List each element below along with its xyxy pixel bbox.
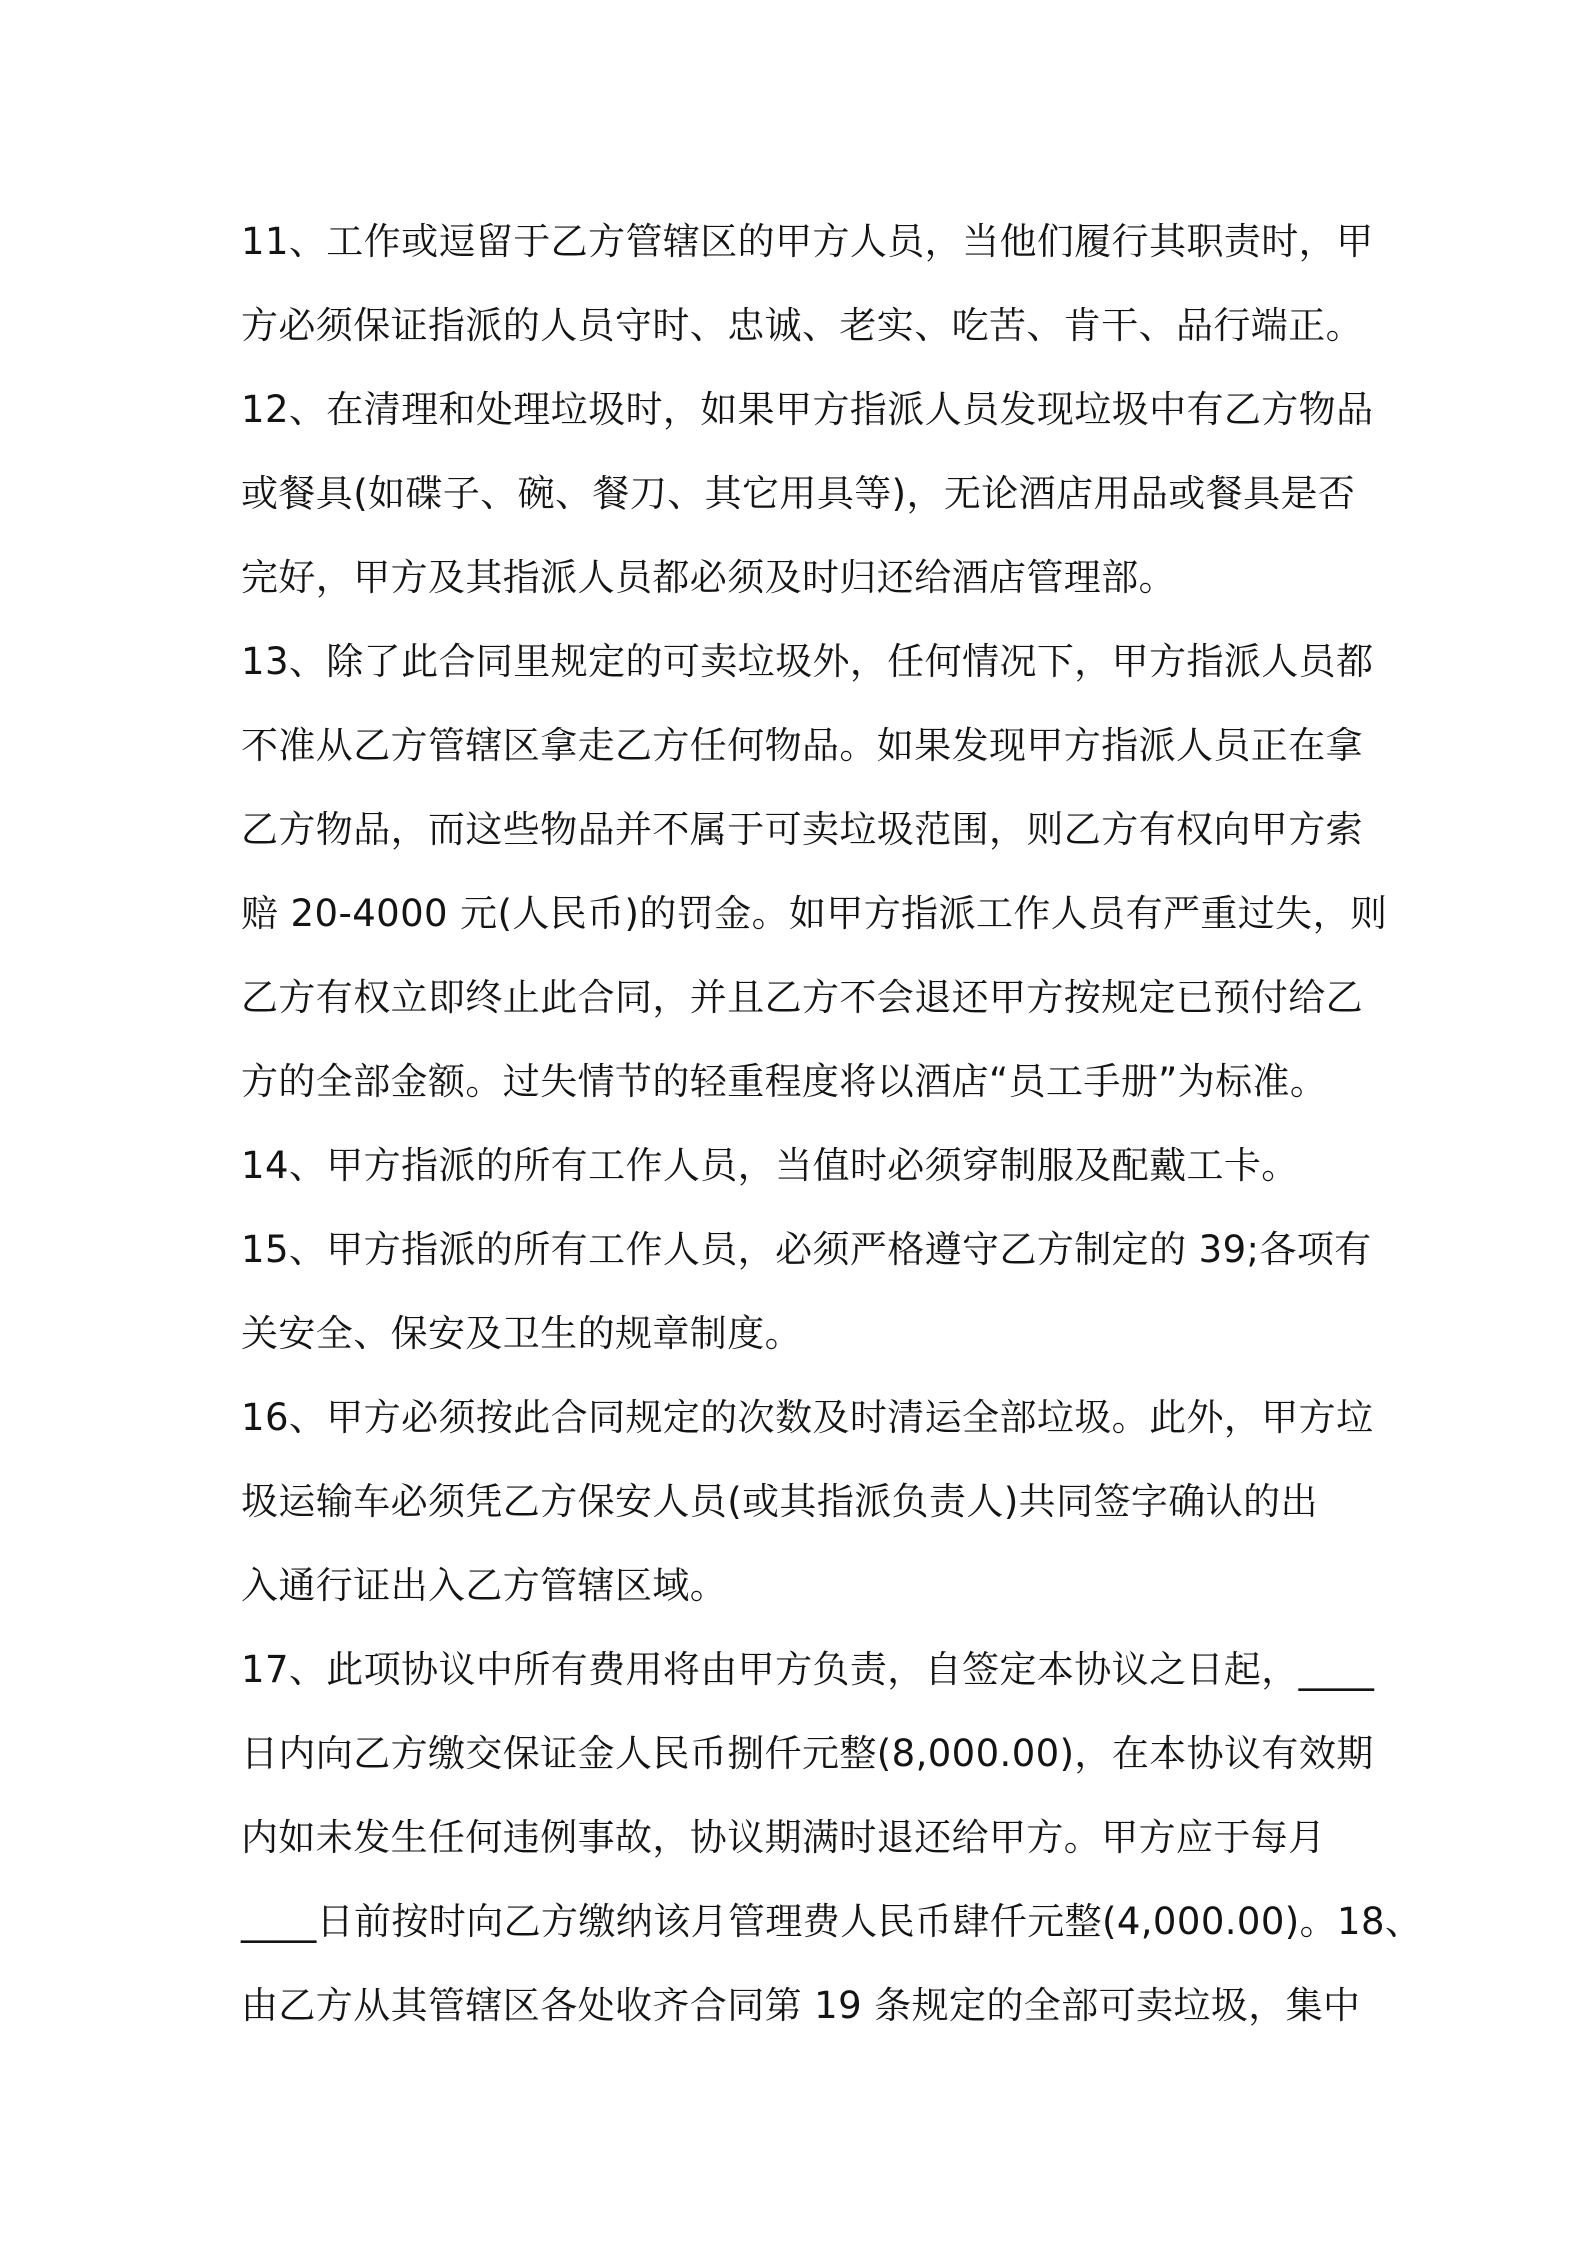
text-line: 16、甲方必须按此合同规定的次数及时清运全部垃圾。此外，甲方垃 bbox=[241, 1396, 1374, 1439]
text-line: 日内向乙方缴交保证金人民币捌仟元整(8,000.00)，在本协议有效期 bbox=[241, 1732, 1374, 1775]
contract-text bbox=[241, 200, 1423, 2048]
text-line: 由乙方从其管辖区各处收齐合同第 19 条规定的全部可卖垃圾，集中 bbox=[241, 1984, 1361, 2027]
text-line: 不准从乙方管辖区拿走乙方任何物品。如果发现甲方指派人员正在拿 bbox=[241, 724, 1363, 767]
text-line: 15、甲方指派的所有工作人员，必须严格遵守乙方制定的 39;各项有 bbox=[241, 1228, 1372, 1271]
text-line: 乙方物品，而这些物品并不属于可卖垃圾范围，则乙方有权向甲方索 bbox=[241, 808, 1363, 851]
text-line: ____日前按时向乙方缴纳该月管理费人民币肆仟元整(4,000.00)。18、 bbox=[241, 1900, 1423, 1943]
text-line: 方必须保证指派的人员守时、忠诚、老实、吃苦、肯干、品行端正。 bbox=[241, 304, 1363, 347]
text-line: 完好，甲方及其指派人员都必须及时归还给酒店管理部。 bbox=[241, 556, 1176, 599]
text-line: 14、甲方指派的所有工作人员，当值时必须穿制服及配戴工卡。 bbox=[241, 1144, 1299, 1187]
text-line: 内如未发生任何违例事故，协议期满时退还给甲方。甲方应于每月 bbox=[241, 1816, 1326, 1859]
text-line: 12、在清理和处理垃圾时，如果甲方指派人员发现垃圾中有乙方物品 bbox=[241, 388, 1374, 431]
text-line: 11、工作或逗留于乙方管辖区的甲方人员，当他们履行其职责时，甲 bbox=[241, 220, 1374, 263]
text-line: 或餐具(如碟子、碗、餐刀、其它用具等)，无论酒店用品或餐具是否 bbox=[241, 472, 1356, 515]
text-line: 17、此项协议中所有费用将由甲方负责，自签定本协议之日起，____ bbox=[241, 1648, 1375, 1691]
text-line: 赔 20-4000 元(人民币)的罚金。如甲方指派工作人员有严重过失，则 bbox=[241, 892, 1388, 935]
text-line: 13、除了此合同里规定的可卖垃圾外，任何情况下，甲方指派人员都 bbox=[241, 640, 1374, 683]
text-line: 入通行证出入乙方管辖区域。 bbox=[241, 1564, 728, 1607]
text-line: 关安全、保安及卫生的规章制度。 bbox=[241, 1312, 802, 1355]
text-line: 乙方有权立即终止此合同，并且乙方不会退还甲方按规定已预付给乙 bbox=[241, 976, 1363, 1019]
text-line: 圾运输车必须凭乙方保安人员(或其指派负责人)共同签字确认的出 bbox=[241, 1480, 1318, 1523]
text-line: 方的全部金额。过失情节的轻重程度将以酒店“员工手册”为标准。 bbox=[241, 1060, 1328, 1103]
